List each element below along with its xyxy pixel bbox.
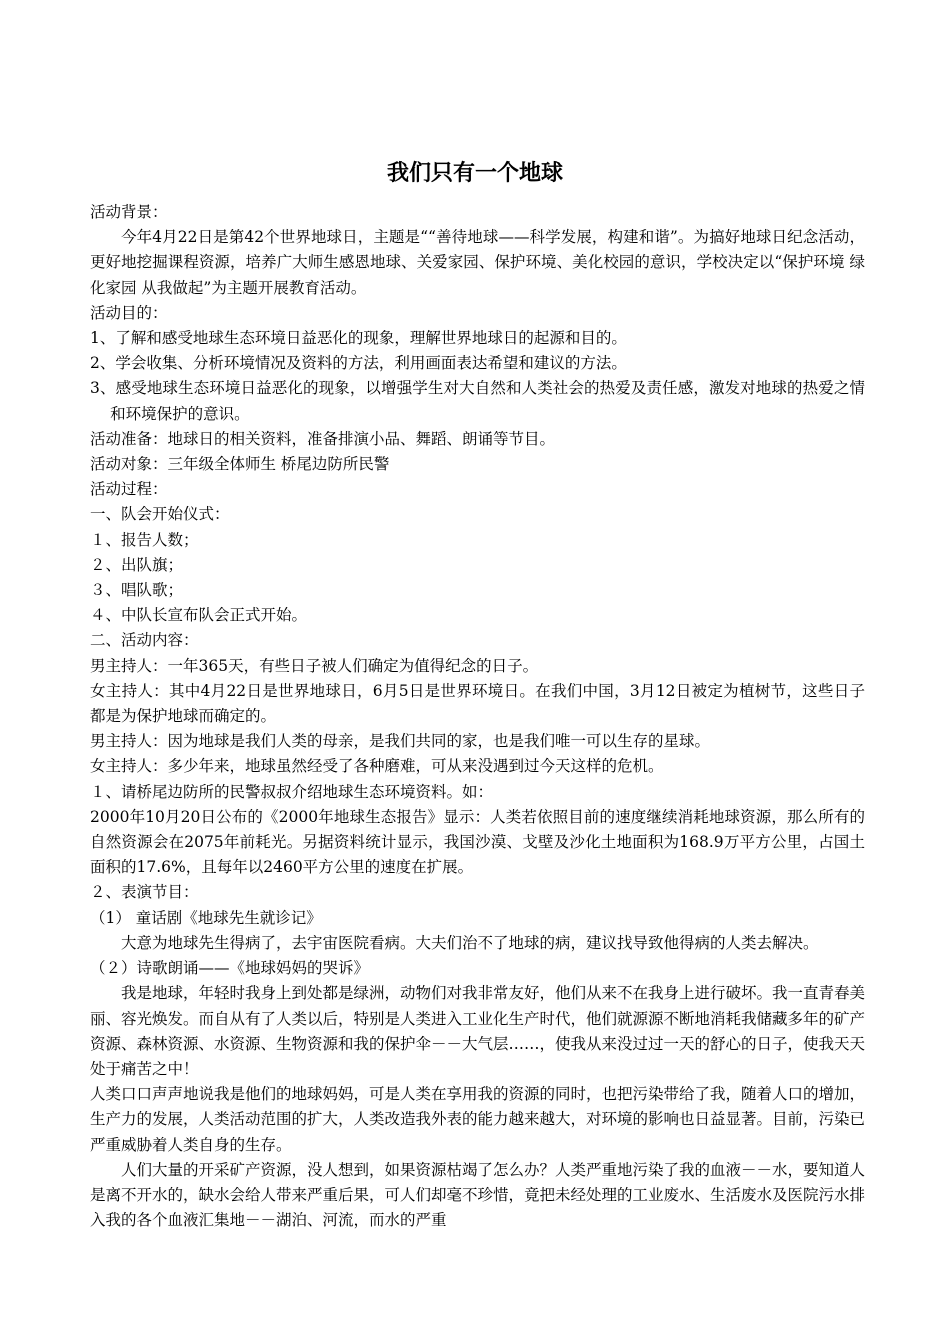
subsection-heading: 二、活动内容： xyxy=(90,631,199,650)
paragraph-background: 今年4月22日是第42个世界地球日，主题是““善待地球——科学发展，构建和谐”。为搞好地球日纪念活动，更好地挖掘课程资源，培养广大师生感恩地球、关爱家园、保护环境、美化校园的意识，学校决定以“保护环境 绿化家园 从我做起”为主题开展教育活动。 xyxy=(90,228,865,297)
section-heading-process: 活动过程： xyxy=(90,480,168,499)
program-item: （２）诗歌朗诵——《地球妈妈的哭诉》 xyxy=(90,959,370,978)
section-heading-background: 活动背景： xyxy=(90,203,168,221)
dialogue-line: 女主持人：多少年来，地球虽然经受了各种磨难，可从来没遇到过今天这样的危机。 xyxy=(90,757,664,776)
dialogue-line: 女主持人：其中4月22日是世界地球日，6月5日是世界环境日。在我们中国，3月12日被定为植树节，这些日子都是为保护地球而确定的。 xyxy=(90,681,865,726)
document-body xyxy=(90,200,865,1233)
program-item: （1） 童话剧《地球先生就诊记》 xyxy=(90,908,322,927)
audience-line: 活动对象：三年级全体师生 桥尾边防所民警 xyxy=(90,455,390,474)
list-item: ３、唱队歌； xyxy=(90,581,184,600)
list-item: ２、出队旗； xyxy=(90,555,184,574)
dialogue-line: 男主持人：因为地球是我们人类的母亲，是我们共同的家，也是我们唯一可以生存的星球。 xyxy=(90,732,711,751)
paragraph-poem: 我是地球，年轻时我身上到处都是绿洲，动物们对我非常友好，他们从来不在我身上进行破坏。我一直青春美丽、容光焕发。而自从有了人类以后，特别是人类进入工业化生产时代，他们就源源不断地消耗我储藏多年的矿产资源、森林资源、水资源、生物资源和我的保护伞－－大气层……，使我从来没过过一天的舒心的日子，使我天天处于痛苦之中！ xyxy=(90,984,866,1078)
paragraph-poem: 人们大量的开采矿产资源，没人想到，如果资源枯竭了怎么办？人类严重地污染了我的血液－－水，要知道人是离不开水的，缺水会给人带来严重后果，可人们却毫不珍惜，竟把未经处理的工业废水、生活废水及医院污水排入我的各个血液汇集地－－湖泊、河流，而水的严重 xyxy=(90,1160,866,1230)
dialogue-line: 男主持人：一年365天，有些日子被人们确定为值得纪念的日子。 xyxy=(90,656,539,675)
section-heading-goals: 活动目的： xyxy=(90,303,168,322)
goal-item: 2、学会收集、分析环境情况及资料的方法，利用画面表达希望和建议的方法。 xyxy=(90,354,627,373)
paragraph-program-summary: 大意为地球先生得病了，去宇宙医院看病。大夫们治不了地球的病，建议找导致他得病的人类去解决。 xyxy=(121,933,819,952)
paragraph-poem: 人类口口声声地说我是他们的地球妈妈，可是人类在享用我的资源的同时，也把污染带给了我，随着人口的增加，生产力的发展，人类活动范围的扩大，人类改造我外表的能力越来越大，对环境的影响也日益显著。目前，污染已严重威胁着人类自身的生存。 xyxy=(90,1085,866,1154)
goal-item: 1、了解和感受地球生态环境日益恶化的现象，理解世界地球日的起源和目的。 xyxy=(90,329,627,348)
list-item: ４、中队长宣布队会正式开始。 xyxy=(90,606,308,625)
paragraph-report: 2000年10月20日公布的《2000年地球生态报告》显示：人类若依照目前的速度继续消耗地球资源，那么所有的自然资源会在2075年前耗光。另据资料统计显示，我国沙漠、戈壁及沙化土地面积为168.9万平方公里，占国土面积的17.6%，且每年以2460平方公里的速度在扩展。 xyxy=(90,807,865,877)
list-item: １、请桥尾边防所的民警叔叔介绍地球生态环境资料。如： xyxy=(90,782,494,801)
preparation-line: 活动准备：地球日的相关资料，准备排演小品、舞蹈、朗诵等节目。 xyxy=(90,429,556,448)
subsection-heading: 一、队会开始仪式： xyxy=(90,505,230,524)
document-title: 我们只有一个地球 xyxy=(386,161,563,186)
list-item: １、报告人数； xyxy=(90,530,199,549)
list-item: ２、表演节目： xyxy=(90,883,199,902)
goal-item: 3、感受地球生态环境日益恶化的现象，以增强学生对大自然和人类社会的热爱及责任感，激发对地球的热爱之情和环境保护的意识。 xyxy=(90,379,865,423)
